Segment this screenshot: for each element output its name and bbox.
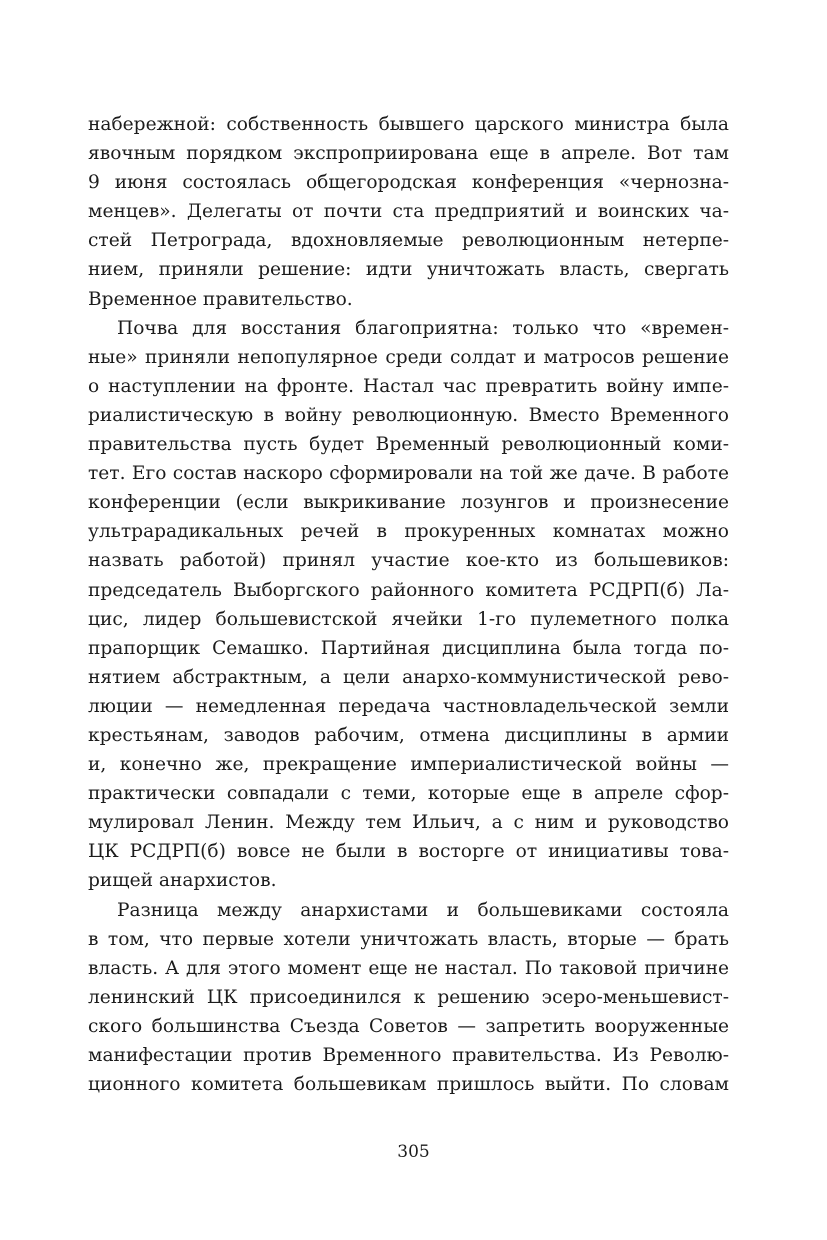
text-line: люции — немедленная передача частновладельческой земли	[88, 695, 729, 717]
text-line: конференции (если выкрикивание лозунгов и произнесение	[88, 492, 729, 514]
text-line: власть. А для этого момент еще не настал. По таковой причине	[88, 957, 729, 979]
text-line: ционного комитета большевикам пришлось выйти. По словам	[88, 1074, 729, 1096]
text-line: ЦК РСДРП(б) вовсе не были в восторге от инициативы това-	[88, 841, 729, 863]
text-line: 9 июня состоялась общегородская конференция «чернозна-	[88, 172, 729, 194]
text-line: явочным порядком экспроприирована еще в апреле. Вот там	[88, 143, 729, 165]
text-line: ультрарадикальных речей в прокуренных комнатах можно	[88, 521, 729, 543]
text-line: менцев». Делегаты от почти ста предприятий и воинских ча-	[88, 201, 729, 223]
text-line: мулировал Ленин. Между тем Ильич, а с ним и руководство	[88, 812, 729, 834]
text-line: Разница между анархистами и большевиками состояла	[117, 899, 729, 921]
text-line: Временное правительство.	[88, 288, 353, 310]
text-line: правительства пусть будет Временный революционный коми-	[88, 434, 729, 456]
text-line: председатель Выборгского районного комитета РСДРП(б) Ла-	[88, 579, 729, 601]
text-line: и, конечно же, прекращение империалистической войны —	[88, 754, 729, 776]
text-line: о наступлении на фронте. Настал час превратить войну импе-	[88, 375, 729, 397]
paragraph	[88, 314, 729, 896]
text-line: прапорщик Семашко. Партийная дисциплина была тогда по-	[88, 637, 729, 659]
body-text	[88, 110, 729, 1099]
text-line: ленинский ЦК присоединился к решению эсеро-меньшевист-	[88, 986, 729, 1008]
text-line: риалистическую в войну революционную. Вместо Временного	[88, 404, 729, 426]
text-line: тет. Его состав наскоро сформировали на той же даче. В работе	[88, 463, 729, 485]
text-line: практически совпадали с теми, которые еще в апреле сфор-	[88, 783, 729, 805]
text-line: набережной: собственность бывшего царского министра была	[88, 114, 729, 135]
text-line: назвать работой) принял участие кое-кто из большевиков:	[88, 550, 729, 572]
page-number: 305	[397, 1142, 430, 1162]
text-line: ского большинства Съезда Советов — запретить вооруженные	[88, 1015, 729, 1037]
text-line: нием, приняли решение: идти уничтожать власть, свергать	[88, 259, 729, 281]
text-line: крестьянам, заводов рабочим, отмена дисциплины в армии	[88, 724, 729, 746]
paragraph	[88, 896, 729, 1100]
text-line: нятием абстрактным, а цели анархо-коммунистической рево-	[88, 666, 729, 688]
text-line: Почва для восстания благоприятна: только что «времен-	[117, 317, 729, 339]
text-line: манифестации против Временного правительства. Из Револю-	[88, 1045, 729, 1066]
text-line: в том, что первые хотели уничтожать власть, вторые — брать	[88, 928, 729, 950]
text-line: ные» приняли непопулярное среди солдат и матросов решение	[88, 346, 729, 368]
paragraph	[88, 110, 729, 314]
text-line: цис, лидер большевистской ячейки 1-го пулеметного полка	[88, 608, 729, 630]
text-line: рищей анархистов.	[88, 870, 277, 892]
text-line: стей Петрограда, вдохновляемые революционным нетерпе-	[88, 230, 729, 252]
